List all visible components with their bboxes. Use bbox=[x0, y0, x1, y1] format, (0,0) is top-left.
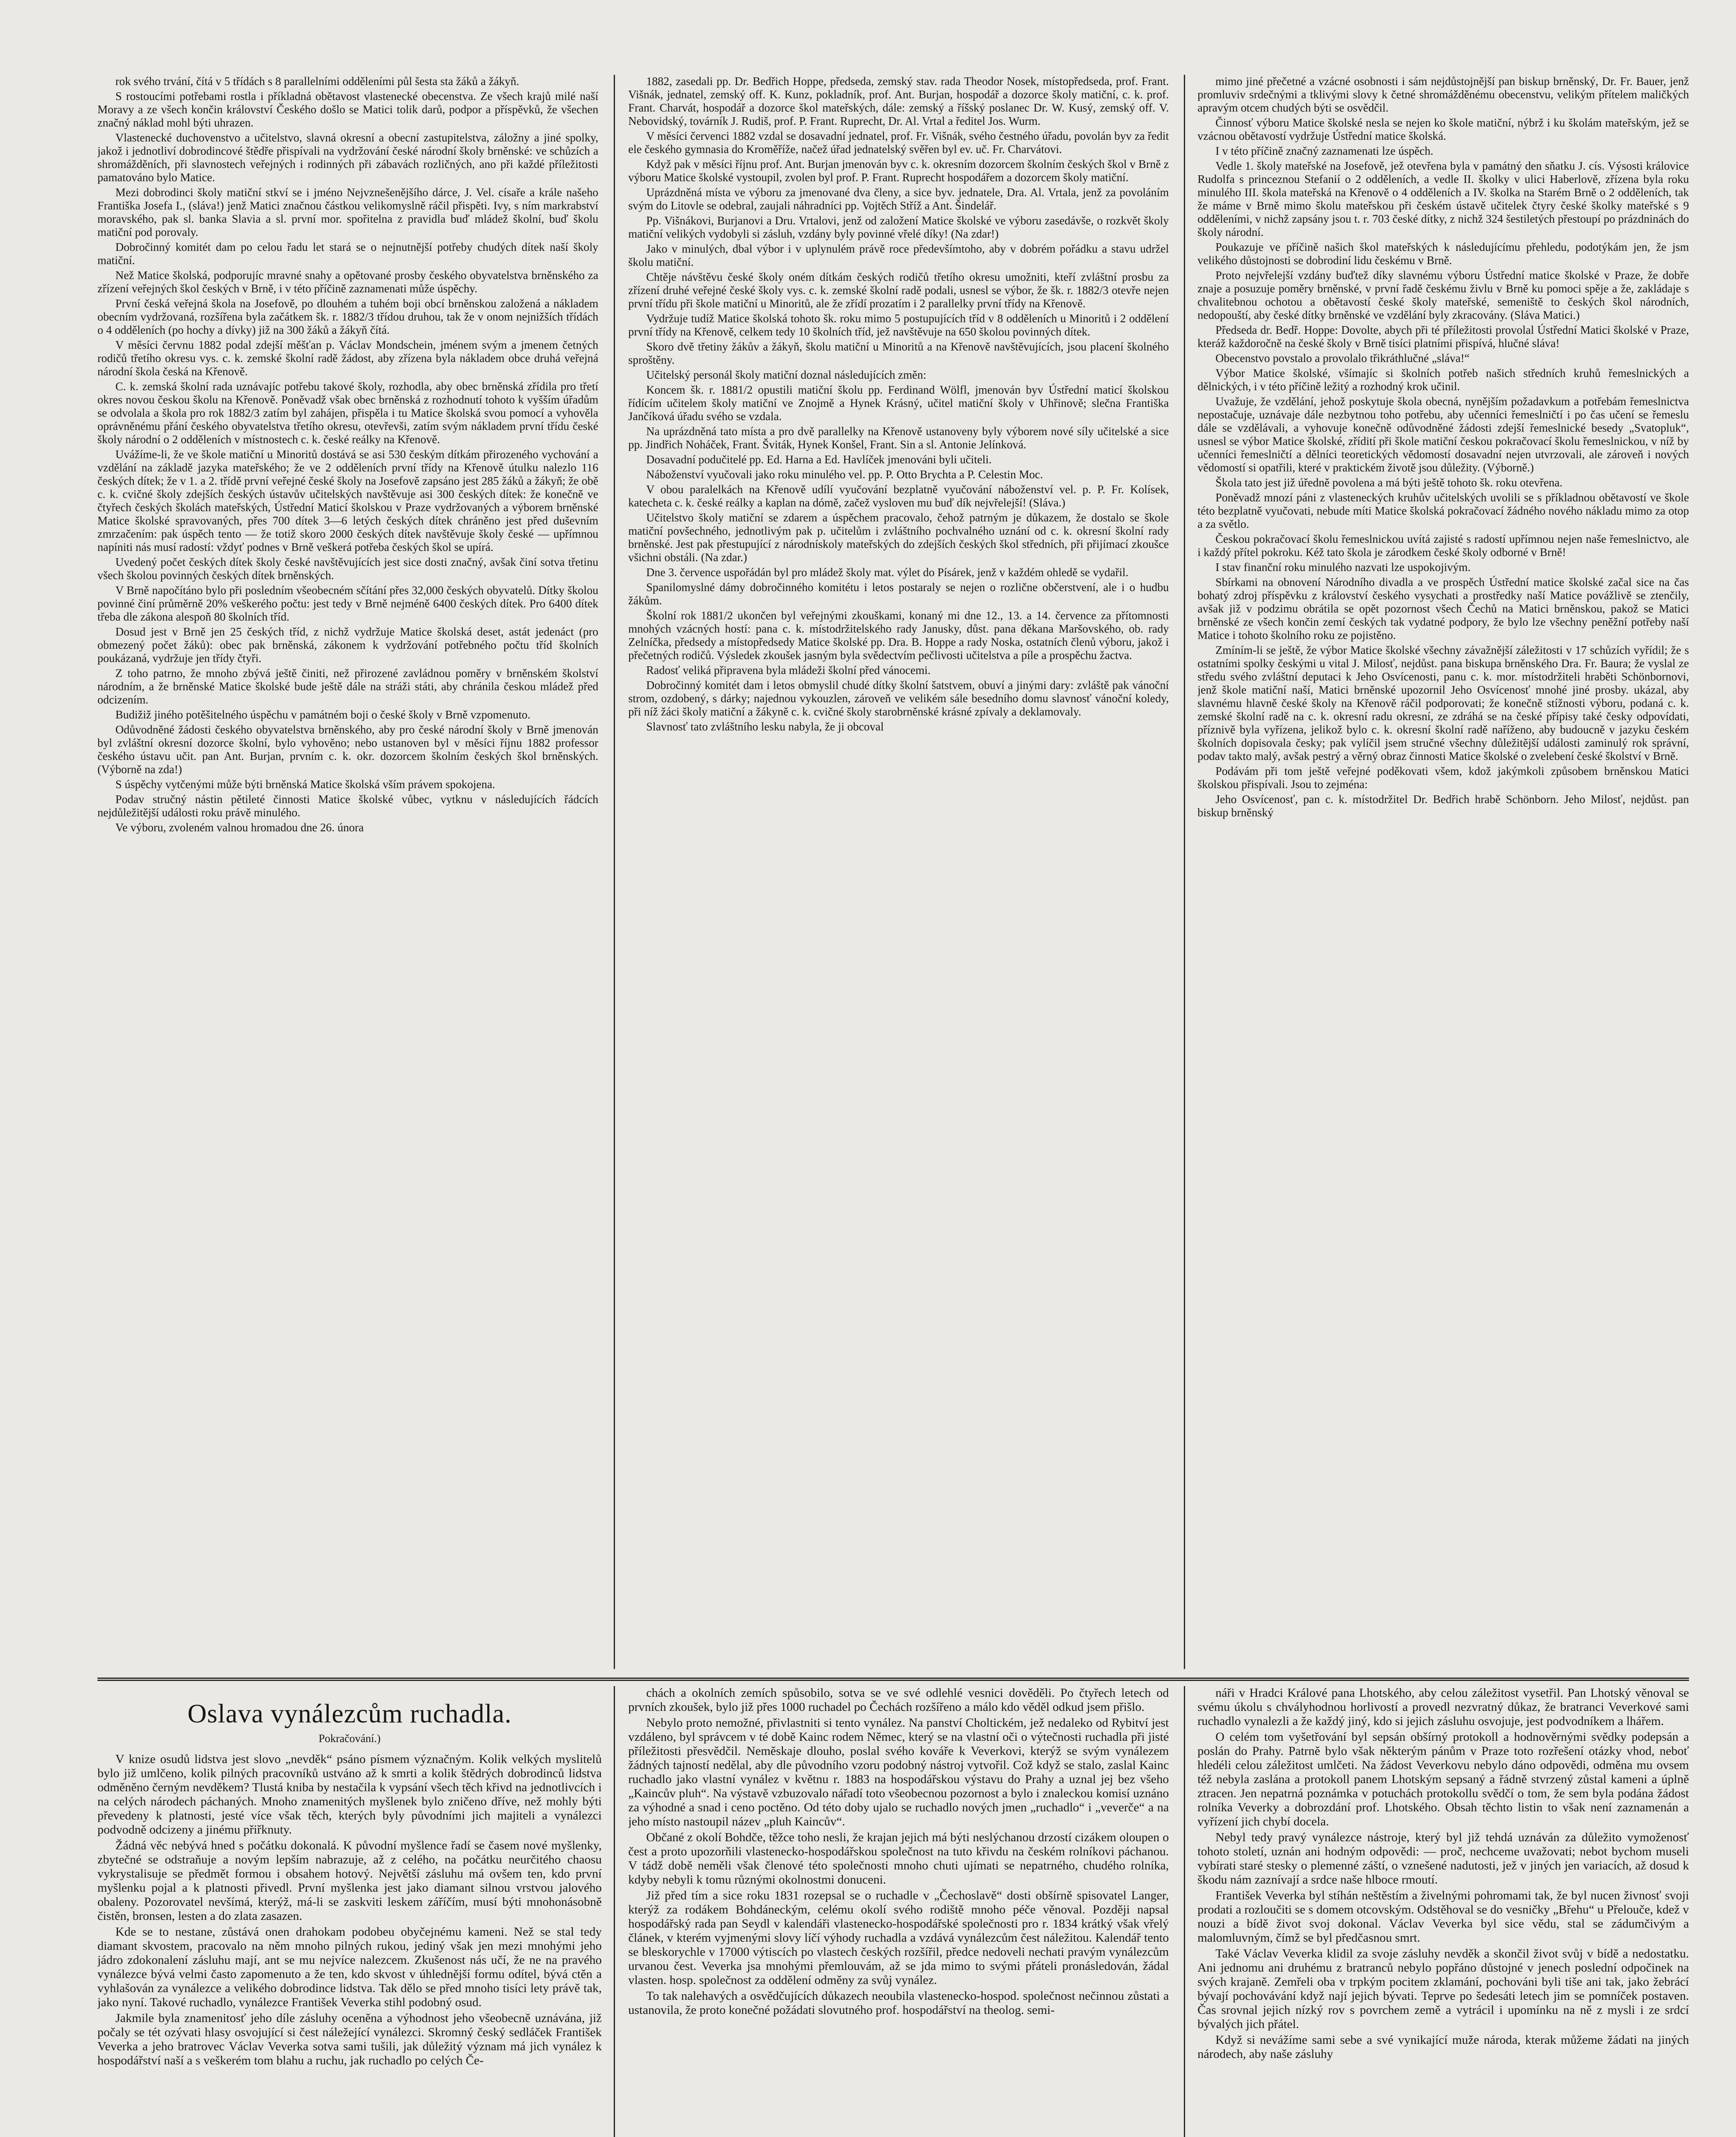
report-paragraph: Chtěje návštěvu české školy oném dítkám českých rodičů třetího okresu umožniti, kteří zvláštní prosbu za zřízení druhé veřejné české školy vys. c. k. zemské školní radě podali, usnesl se výbor, že šk. r. 1882/3 otevře nejen první třídu při škole matiční u Minoritů, ale že zřídí prozatím i 2 parallelky první třídy na Křenově. bbox=[628, 271, 1169, 310]
page-left-margin bbox=[0, 0, 56, 2137]
top-column-1 bbox=[97, 75, 598, 1665]
report-paragraph: Předseda dr. Bedř. Hoppe: Dovolte, abych při té příležitosti provolal Ústřední Matici školské v Praze, kteráž každoročně na české školy v Brně tisíci platními přispívá, hlučné sláva! bbox=[1198, 324, 1689, 350]
report-paragraph: C. k. zemská školní rada uznávajíc potřebu takové školy, rozhodla, aby obec brněnská zřídila pro třetí okres novou českou školu na Křenově. Poněvadž však obec brněnská z rozhodnutí tohoto k vyšším úřadům se odvolala a škola pro rok 1882/3 zatím byl zahájen, přispěla i tu Matice školská svou pomocí a vyhověla oprávněnému přání českého obyvatelstva třetího okresu, otevřevši, zatím svým nákladem první třídu české školy národní o 2 odděleních v místnostech c. k. české reálky na Křenově. bbox=[97, 380, 598, 446]
report-paragraph: Poněvadž mnozí páni z vlasteneckých kruhův učitelských uvolili se s příkladnou obětavostí ve škole této bezplatně vyučovati, nebude míti Matice školská pokračovací žádného nového nákladu mimo za otop a za světlo. bbox=[1198, 491, 1689, 530]
report-paragraph: Jeho Osvícenosť, pan c. k. místodržitel Dr. Bedřich hrabě Schönborn. Jeho Milosť, nejdůst. pan biskup brněnský bbox=[1198, 793, 1689, 819]
article-paragraph: František Veverka byl stíhán neštěstím a živelnými pohromami tak, že byl nucen živnosť svoji prodati a rozloučiti se s domem otcovským. Odstěhoval se do vesničky „Břehu“ u Přelouče, kdež v nouzi a bídě život svoj dokonal. Václav Veverka byl sice vědu, stal se zádumčivým a malomluvným, čímž se byl předčasnou smrt. bbox=[1198, 1889, 1689, 1945]
report-paragraph: Na uprázdněná tato místa a pro dvě parallelky na Křenově ustanoveny byly výborem nové síly učitelské a sice pp. Jindřich Noháček, Frant. Šviták, Hynek Konšel, Frant. Sin a sl. Antonie Jelínková. bbox=[628, 425, 1169, 451]
report-paragraph: Dosavadní podučitelé pp. Ed. Harna a Ed. Havlíček jmenováni byli učiteli. bbox=[646, 453, 992, 466]
report-paragraph: Školní rok 1881/2 ukončen byl veřejnými zkouškami, konaný mi dne 12., 13. a 14. července za přítomnosti mnohých vzácných hostí: pana c. k. místodržitelského rady Janusky, důst. pana děkana Maršovského, ob. rady Zelníčka, předsedy a místopředsedy Matice školské pp. Dra. B. Hoppe a rady Noska, ostatních členů výboru, jakož i přečetných rodičů. Výsledek zkoušek jasným byla svědectvím pečlivosti učitelstva a píle a prospěchu žactva. bbox=[628, 609, 1169, 662]
report-paragraph: Koncem šk. r. 1881/2 opustili matiční školu pp. Ferdinand Wölfl, jmenován byv Ústřední maticí školskou řídícím učitelem školy matiční ve Znojmě a Hynek Krásný, učitel matiční školy v Uhřinově; slečna Františka Jančíková úřadu svého se vzdala. bbox=[628, 383, 1169, 423]
report-paragraph: Ve výboru, zvoleném valnou hromadou dne 26. února bbox=[115, 821, 364, 834]
report-paragraph: Proto nejvřelejší vzdány buďtež díky slavnému výboru Ústřední matice školské v Praze, že dobře znaje a posuzuje poměry brněnské, v první řadě českému živlu v Brně ku pomoci spěje a že, zakládaje s chvalitebnou ochotou a obětavostí české školy mateřské, semeniště to českých škol národních, nedopouští, aby české dítky brněnské ve vzdělání byly zkracovány. (Sláva Matici.) bbox=[1198, 269, 1689, 321]
column-divider bbox=[614, 75, 615, 1669]
report-paragraph: rok svého trvání, čítá v 5 třídách s 8 parallelními odděleními půl šesta sta žáků a žákyň. bbox=[115, 75, 519, 88]
report-paragraph: Škola tato jest již úředně povolena a má býti ještě tohoto šk. roku otevřena. bbox=[1215, 476, 1563, 489]
report-paragraph: Mezi dobrodinci školy matiční stkví se i jméno Nejvznešenějšího dárce, J. Vel. císaře a krále našeho Františka Josefa I., (sláva!) jenž Matici značnou částkou velikomyslně ráčil přispěti. Ivy, s ním markrabství moravského, pak sl. banka Slavia a sl. první mor. spořitelna z pravidla buď mládež školní, buď školu matiční pod porovaly. bbox=[97, 186, 598, 238]
report-paragraph: Českou pokračovací školu řemeslnickou uvítá zajisté s radostí upřímnou nejen naše řemeslnictvo, ale i každý přítel pokroku. Kéž tato škola je zárodkem české školy odborné v Brně! bbox=[1198, 533, 1689, 559]
article-column-3 bbox=[1198, 1686, 1689, 2137]
report-paragraph: Vlastenecké duchovenstvo a učitelstvo, slavná okresní a obecní zastupitelstva, záložny a jiné spolky, jakož i jednotliví dobrodincové štědře přispívali na vydržování české národní školy brněnské: ve schůzích a shromážděních, při slavnostech veřejných i rodinných při zábavách rozličných, ano při každé příležitosti pamatováno bylo Matice. bbox=[97, 131, 598, 184]
report-paragraph: Poukazuje ve příčině našich škol mateřských k následujícímu přehledu, podotýkám jen, že jsm velikého důstojnosti se dobrodiní lidu českému v Brně. bbox=[1198, 241, 1689, 267]
column-divider bbox=[1184, 75, 1185, 1669]
article-paragraph: Občané z okolí Bohdče, těžce toho nesli, že krajan jejich má býti neslýchanou drzostí cizákem oloupen o čest a proto upozorňili vlastenecko-hospodářskou společnost na tuto křivdu na českém rolníkovi páchanou. V tádž době neměli však členové této společnosti mnoho chuti ujímati se nepatrného, chudého rolníka, kdyby nebyli k tomu různými okolnostmi donuceni. bbox=[628, 1831, 1169, 1887]
article-column-2 bbox=[628, 1686, 1169, 2137]
report-paragraph: Budižiž jiného potěšitelného úspěchu v památném boji o české školy v Brně vzpomenuto. bbox=[115, 708, 531, 721]
article-paragraph: Nebyl tedy pravý vynálezce nástroje, který byl již tehdá uznáván za důležito vymoženosť tohoto století, uznán ani hodným odpovědi: — proč, nechceme uvažovati; nebot bychom museli vybírati staré stesky o plemenné záští, o vznešené nadutosti, jež v jiných jen variacích, až dosud k škodu nám zaznívají a srdce naše hlboce rmoutí. bbox=[1198, 1831, 1689, 1887]
report-paragraph: 1882, zasedali pp. Dr. Bedřich Hoppe, předseda, zemský stav. rada Theodor Nosek, místopředseda, prof. Frant. Višnák, jednatel, zemský off. K. Kunz, pokladník, prof. Ant. Burjan, hospodář a dozorce školy matiční, c. k. prof. Frant. Charvát, hospodář a dozorce škol mateřských, dále: zemský a říšský poslanec Dr. W. Kusý, zemský off. V. Nebovidský, továrník J. Rudiš, prof. P. Frant. Ruprecht, Dr. Al. Vrtal a ředitel Jos. Wurm. bbox=[628, 75, 1169, 127]
report-paragraph: Dobročinný komitét dam i letos obmyslil chudé dítky školní šatstvem, obuví a jinými dary: zvláště pak vánoční strom, ozdobený, s dárky; najednou vykouzlen, zároveň ve velikém sále besedního domu slavnosť vánoční koledy, při níž žáci školy matiční a žákyně c. k. cvičné školy starobrněnské krásné zpívaly a deklamovaly. bbox=[628, 679, 1169, 718]
report-paragraph: S úspěchy vytčenými může býti brněnská Matice školská vším právem spokojena. bbox=[115, 778, 495, 791]
report-paragraph: I v této příčině značný zaznamenati lze úspěch. bbox=[1215, 144, 1433, 157]
report-paragraph: Radosť veliká připravena byla mládeži školní před vánocemi. bbox=[646, 664, 931, 677]
report-paragraph: Vydržuje tudíž Matice školská tohoto šk. roku mimo 5 postupujících tříd v 8 odděleních u Minoritů i 2 oddělení první třídy na Křenově, celkem tedy 10 školních tříd, jež navštěvuje na 650 školou povinných dítek. bbox=[628, 312, 1169, 338]
article-column-1 bbox=[97, 1686, 602, 2137]
report-paragraph: Obecenstvo povstalo a provolalo třikráthlučné „sláva!“ bbox=[1215, 352, 1470, 365]
article-paragraph: To tak nalehavých a osvědčujících důkazech neoubila vlastenecko-hospod. společnost nečinnou zůstati a ustanovila, že proto konečné požádati slovutného prof. hospodářství na theolog. semi- bbox=[628, 1989, 1169, 2017]
report-paragraph: I stav finanční roku minulého nazvati lze uspokojivým. bbox=[1215, 561, 1471, 574]
report-paragraph: V Brně napočítáno bylo při posledním všeobecném sčítání přes 32,000 českých obyvatelů. Dítky školou povinné činí průměrně 20% veškerého počtu: jest tedy v Brně nejméně 6400 českých dítek. Pro 6400 dítek třeba dle zákona alespoň 80 školních tříd. bbox=[97, 584, 598, 623]
article-title: Oslava vynálezcům ruchadla. bbox=[187, 1699, 512, 1728]
report-paragraph: První česká veřejná škola na Josefově, po dlouhém a tuhém boji obcí brněnskou založená a nákladem obecním vydržovaná, rozšířena byla začátkem šk. r. 1882/3 třídou druhou, tak že v onom nejnižších třídách o 4 odděleních (po hochy a dívky) již na 300 žáků a žákyň čítá. bbox=[97, 297, 598, 336]
report-paragraph: Uvažuje, že vzdělání, jehož poskytuje škola obecná, nynějším požadavkum a potřebám řemeslnictva nepostačuje, uznávaje dále nezbytnou toho potřebu, aby učenníci řemeslničtí i po čas učení se řemeslu dále se vzdělávali, a vyhovuje konečně odůvodněné žádosti zdejší řemeslnické besedy „Svatopluk“, usnesl se výbor Matice školské, zřídití při škole matiční českou pokračovací školu řemeslnickou, v níž by učenníci řemeslničtí a dělníci teoretických vědomostí dosavadní nejen utvrzovali, ale zároveň i nových vědomostí si opatřili, které v praktickém životě jsou důležity. (Výborně.) bbox=[1198, 395, 1689, 474]
report-paragraph: Uprázdněná místa ve výboru za jmenované dva členy, a sice byv. jednatele, Dra. Al. Vrtala, jenž za povoláním svým do Litovle se odebral, zaujali náhradníci pp. Vojtěch Stříž a Ant. Šindelář. bbox=[628, 186, 1169, 212]
report-paragraph: Dne 3. července uspořádán byl pro mládež školy mat. výlet do Písárek, jenž v každém ohledě se vydařil. bbox=[646, 566, 1129, 579]
article-paragraph: O celém tom vyšetřování byl sepsán obšírný protokoll a hodnověrnými svědky podepsán a poslán do Prahy. Patrně bylo však některým pánům v Praze toto rozřešení otázky vhod, neboť hledéli celou záležitost umlčeti. Na žádost Veverkovu nebylo dáno odpovědi, odměna mu ovsem též nebyla zaslána a protokoll panem Lhotským sepsaný a řádně stvrzený zůstal kameni a úplně ztracen. Jen nepatrná poznámka v potuchách protokollu svědčí o tom, že sem byla podána žádost rolníka Veverky a dobrozdání prof. Lhotského. Obsah těchto listin to však není zaznamenán a vyřízení jich chybí docela. bbox=[1198, 1730, 1689, 1828]
report-paragraph: Jako v minulých, dbal výbor i v uplynulém právě roce předevšímtoho, aby v dobrém pořádku a stavu udržel školu matiční. bbox=[628, 242, 1169, 268]
report-paragraph: Zmíním-li se ještě, že výbor Matice školské všechny závažnější záležitosti v 17 schůzích vyřídil; že s ostatními spolky českými u vital J. Milosť, nejdůst. pana biskupa brněnského Dra. Fr. Baura; že vyslal ze středu svého zvláštní deputaci k Jeho Osvícenosti, panu c. k. mor. místodržiteli hraběti Schönbornovi, jenž škole matiční naší, Matici brněnské upozornil Jeho Osvícenosť mnohé jiné prosby. ukázal, aby slavnému hlavně české školy na Křenově ráčil podporovati; že konečně stížnosti výboru, podaná c. k. zemské školní radě na c. k. okresní radu okresní, ze zdráhá se na české přípisy také česky odpovídati, příznivě byla vyřízena, jelikož bylo c. k. okresní školní radě naříženo, aby budoucně v jazyku českém školních dopisovala česky; pak vylíčil jsem stručné všechny důležitější události zaminulý rok správní, podav takto malý, avšak pestrý a věrný obraz činnosti Matice školské o zvelebení české školství v Brně. bbox=[1198, 644, 1689, 762]
report-paragraph: Dobročinný komitét dam po celou řadu let stará se o nejnutnější potřeby chudých dítek naší školy matiční. bbox=[97, 241, 598, 267]
article-paragraph: Když si nevážíme sami sebe a své vynikající muže národa, kterak můžeme žádati na jiných národech, aby naše zásluhy bbox=[1198, 2033, 1689, 2061]
report-paragraph: Vedle 1. školy mateřské na Josefově, jež otevřena byla v památný den sňatku J. cís. Výsosti královice Rudolfa s princeznou Stefanií o 2 odděleních, a vedle II. školky v ulici Haberlově, zřízena byla roku minulého III. škola mateřská na Křenově o 4 odděleních a IV. školka na Starém Brně o 2 odděleních, tak že máme v Brně mimo školu mateřskou při českém ústavě učitelek čtyry české školky mateřské s 9 odděleními, v nichž zapsány jsou t. r. 703 české dítky, z nichž 324 šestiletých přestoupí po prázdninách do školy národní. bbox=[1198, 159, 1689, 238]
report-paragraph: Než Matice školská, podporujíc mravné snahy a opětované prosby českého obyvatelstva brněnského za zřízení veřejných škol českých v Brně, i v této příčině zaznamenati může úspěchy. bbox=[97, 269, 598, 295]
top-column-3 bbox=[1198, 75, 1689, 1665]
report-paragraph: Náboženství vyučovali jako roku minulého vel. pp. P. Otto Brychta a P. Celestin Moc. bbox=[646, 468, 1043, 481]
report-paragraph: Podávám při tom ještě veřejné poděkovati všem, kdož jakýmkoli způsobem brněnskou Matici školskou přispívali. Jsou to zejména: bbox=[1198, 765, 1689, 791]
report-paragraph: Činnosť výboru Matice školské nesla se nejen ko škole matiční, nýbrž i ku školám mateřským, jež se vzácnou obětavostí vydržuje Ústřední matice školská. bbox=[1198, 116, 1689, 142]
report-paragraph: Slavnosť tato zvláštního lesku nabyla, že ji obcoval bbox=[646, 720, 884, 733]
report-paragraph: mimo jiné přečetné a vzácné osobnosti i sám nejdůstojnější pan biskup brněnský, Dr. Fr. Bauer, jenž promluviv srdečnými a tklivými slovy k četné shromážděnému obecenstvu, velikým přítelem maličkých apravým otcem chudých býti se osvědčil. bbox=[1198, 75, 1689, 114]
article-paragraph: Žádná věc nebývá hned s počátku dokonalá. K původní myšlence řadí se časem nové myšlenky, zbytečné se odstraňuje a novým lepším nabrazuje, až z celého, na počátku neurčitého chaosu vykrystalisuje se předmět formou i obsahem hotový. Největší zásluhu má ovšem ten, kdo první myšlenku pojal a k platnosti přivedl. První myšlenka jest jako diamant silnou vrstvou jalového obaleny. Pozorovatel nevšímá, kterýž, má-li se zaskviti leskem záříčím, musí býti mnohonásobně čistěn, bronsen, lesten a do zlata zasazen. bbox=[97, 1839, 602, 1923]
article-subtitle: Pokračování.) bbox=[318, 1732, 381, 1745]
report-paragraph: Dosud jest v Brně jen 25 českých tříd, z nichž vydržuje Matice školská deset, astát jedenáct (pro obmezený počet žáků): obec pak brněnská, zákonem k vydržování potřebného počtu tříd školních poukázaná, vydržuje jen třídy čtyři. bbox=[97, 625, 598, 665]
article-paragraph: Již před tím a sice roku 1831 rozepsal se o ruchadle v „Čechoslavě“ dosti obšírně spisovatel Langer, kterýž za rodákem Bohdáneckým, celému okolí svého rodiště mnoho péče věnoval. Později napsal hospodářský rada pan Seydl v kalendáři vlastenecko-hospodářské společnosti pro r. 1834 krátký však vřelý článek, v kterém vyjmenými slovy líčí výhody ruchadla a vzdává vynálezcům čest náležitou. Kalendář tento se bleskorychle v 17000 výtiscích po vlastech českých rozšířil, předce nedoveli nechati pravým vynálezcům urvanou čest. Veverka jsa mnohými přemlouvám, až se jda mimo to svými přáteli pronásledován, žádal vlasten. hosp. společnost za oddělení odměny za svůj vynález. bbox=[628, 1889, 1169, 1987]
report-paragraph: V měsíci červnu 1882 podal zdejší měšťan p. Václav Mondschein, jménem svým a jmenem četných rodičů třetího okresu vys. c. k. zemské školní radě žádost, aby zřízena byla nákladem obce druhá veřejná národní škola česká na Křenově. bbox=[97, 339, 598, 378]
article-paragraph: Kde se to nestane, zůstává onen drahokam podobeu obyčejnému kameni. Než se stal tedy diamant skvostem, pracovalo na něm mnoho pilných rukou, jediný však jen mezi mnohými jeho jádro zdokonalení zásluhu mají, ant se mu nejvíce nalezcem. Zkušenost nás učí, že ne na pravého vynálezce bývá velmi často zapomenuto a že ten, kdo skvost v úhlednější formu odítel, bývá ctěn a vyhlašován za vynálezce a velikého dobrodince lidstva. Tak dělo se před mnoho tisíci lety právě tak, jako nyní. Takové ruchadlo, vynálezce František Veverka stihl podobný osud. bbox=[97, 1925, 602, 2009]
report-paragraph: Odůvodněné žádosti českého obyvatelstva brněnského, aby pro české národní školy v Brně jmenován byl zvláštní okresní dozorce školní, bylo vyhověno; nebo ustanoven byl v měsíci říjnu 1882 professor českého ústavu učit. pan Ant. Burjan, prvním c. k. okr. dozorcem školním českých škol brněnských. (Výborně na zda!) bbox=[97, 723, 598, 776]
report-paragraph: Podav stručný nástin pětileté činnosti Matice školské vůbec, vytknu v následujících řádcích nejdůležitější události roku právě minulého. bbox=[97, 793, 598, 819]
report-paragraph: Učitelský personál školy matiční doznal následujících změn: bbox=[646, 368, 927, 381]
article-paragraph: Jakmile byla znamenitosť jeho díle zásluhy oceněna a výhodnost jeho všeobecně uznávána, již počaly se tét ozývati hlasy osvojující si čest náležející vynálezci. Skromný český sedláček František Veverka a jeho bratrovec Václav Veverka sotva sami tušili, jak důležitý význam má jich vynález k hospodářství naší a s veškerém tom blahu a ruchu, jak ruchadlo po celých Če- bbox=[97, 2011, 602, 2067]
column-divider bbox=[614, 1686, 615, 2137]
report-paragraph: Uvážíme-li, že ve škole matiční u Minoritů dostává se asi 530 českým dítkám přirozeného vychování a vzdělání na základě jazyka mateřského; že ve 2 odděleních první třídy na Křenově útulku nalezlo 116 českých dítek; že v 1. a 2. třídě první veřejné české školy na Josefově zapsáno jest 285 žáků a žákyň; že obě c. k. cvičné školy zdejších českých ústavův učitelských navštěvuje asi 300 českých dítek: že konečně ve čtyřech českých školách mateřských, Ústřední Maticí školskou v Praze vydržovaných a výborem brněnské Matice školské spravovaných, přes 700 dítek 3—6 letých českých dítek chráněno jest před duševním zmrzačením: pak úspěch tento — že totiž skoro 2000 českých dítek navštěvuje školy české — upřímnou napíniti nás musí radostí: vždyť podnes v Brně veškerá potřeba českých škol se upírá. bbox=[97, 448, 598, 553]
report-paragraph: Spanilomyslné dámy dobročinného komitétu i letos postaraly se nejen o rozlične občerstvení, ale i o hudbu žákům. bbox=[628, 581, 1169, 607]
article-paragraph: Také Václav Veverka klidil za svoje zásluhy nevděk a skončil život svůj v bídě a nedostatku. Ani jednomu ani druhému z bratranců nebylo popřáno důstojné v jenech poslední odpočinek na svých krajaně. Zemřeli oba v trpkým pocitem zklamání, pochováni byli tiše ani tak, jako žebrácí bývají pochovávání když nají jejich bývati. Teprve po šedesáti letech jim se pomníček postaven. Čas srovnal jejich nízký rov s povrchem země a vytrácil i upomínku na ně z mysli i ze srdcí bývalých jich přátel. bbox=[1198, 1947, 1689, 2031]
report-paragraph: Uvedený počet českých dítek školy české navštěvujících jest sice dosti značný, avšak činí sotva třetinu všech školou povinných českých dítek brněnských. bbox=[97, 556, 598, 582]
article-paragraph: chách a okolních zemích spůsobilo, sotva se ve své odlehlé vesnici dověděli. Po čtyřech letech od prvních zkoušek, bylo již přes 1000 ruchadel po Čechách rozšířeno a málo kdo věděl odkud jsem přišlo. bbox=[628, 1686, 1169, 1714]
top-column-2 bbox=[628, 75, 1169, 1665]
column-divider bbox=[1184, 1686, 1185, 2137]
report-paragraph: Výbor Matice školské, všímajíc si školních potřeb našich středních kruhů řemeslnických a dělnických, i v této příčině ležitý a rozhodný krok učinil. bbox=[1198, 367, 1689, 393]
article-paragraph: V knize osudů lidstva jest slovo „nevděk“ psáno písmem význačným. Kolik velkých myslitelů bylo již umlčeno, kolik pilných pracovníků ustváno až k smrti a kolik štědrých dobrodinců lidstva odměněno černým nevděkem? Tlustá kniba by nestačila k vypsání všech těch křivd na jednotlivcích i na celých národech páchaných. Mnoho znamenitých myšlenek bylo zničeno dříve, než mohly býti převedeny k platnosti, jesté více však těch, kterých byly původními jich majiteli a vynálezci podvodně odcizeny a jinému přiřknuty. bbox=[97, 1752, 602, 1837]
report-paragraph: Učitelstvo školy matiční se zdarem a úspěchem pracovalo, čehož patrným je důkazem, že dostalo se škole matiční povšechného, jednotlivým pak p. učitelům i zvláštního pochvalného uznání od c. k. okresní školní rady brněnské. Jest pak přestupující z národnískoly mateřských do zdejších českých škol středních, při přijímací zkoušce všichni obstáli. (Na zdar.) bbox=[628, 511, 1169, 564]
report-paragraph: Z toho patrno, že mnoho zbývá ještě činiti, než přirozené zavládnou poměry v brněnském školství národním, a že brněnské Matice školské bude ještě dále na stráži státi, aby chránila českou mládež před odcizením. bbox=[97, 667, 598, 706]
section-separator bbox=[97, 1678, 1689, 1681]
report-paragraph: Když pak v měsíci říjnu prof. Ant. Burjan jmenován byv c. k. okresním dozorcem školním českých škol v Brně z výboru Matice školské vystoupil, zvolen byl prof. P. Frant. Ruprecht hospodářem a dozorcem školy matiční. bbox=[628, 158, 1169, 184]
report-paragraph: Pp. Višnákovi, Burjanovi a Dru. Vrtalovi, jenž od založení Matice školské ve výboru zasedávše, o rozkvět školy matiční velikých vydobyli si zásluh, vzdány byly povinné vřelé díky! (Na zdar!) bbox=[628, 214, 1169, 240]
article-paragraph: náři v Hradci Králové pana Lhotského, aby celou záležitost vysetřil. Pan Lhotský věnoval se svému úkolu s chvályhodnou horlivostí a provedl nezvratný důkaz, že bratranci Veverkové sami ruchadlo vynalezli a že každý jiný, kdo si jejich zásluhu osvojuje, jest podvodníkem a lhářem. bbox=[1198, 1686, 1689, 1728]
report-paragraph: Sbírkami na obnovení Národního divadla a ve prospěch Ústřední matice školské začal sice na čas bohatý zdroj příspěvku z království českého vysychati a prostředky naší Matice povážlivě se ztenčily, avšak již v podzimu obrátila se opět pozornost všech Čechů na Matici brněnskou, pakož se Matici brněnské ze všech končin zemí českých tak vydatné podpory, že bylo lze všechny peněžní potřeby naší Matice i tohoto školního roku ze pojistěno. bbox=[1198, 576, 1689, 642]
report-paragraph: S rostoucími potřebami rostla i příkladná obětavost vlastenecké obecenstva. Ze všech krajů milé naší Moravy a ze všech končin království Českého došlo se Matici tolik darů, podpor a příspěvků, že všechen značný náklad mohl býti uhrazen. bbox=[97, 90, 598, 129]
report-paragraph: V obou paralelkách na Křenově udílí vyučování bezplatně vyučování náboženství vel. p. P. Fr. Kolísek, katecheta c. k. české reálky a kaplan na dómě, začež vysloven mu buď dík nejvřelejší! (Sláva.) bbox=[628, 483, 1169, 509]
report-paragraph: Skoro dvě třetiny žákův a žákyň, školu matiční u Minoritů a na Křenově navštěvujících, jsou placení školného sproštěny. bbox=[628, 340, 1169, 366]
report-paragraph: V měsíci červenci 1882 vzdal se dosavadní jednatel, prof. Fr. Višnák, svého čestného úřadu, povolán byv za ředit ele českého gymnasia do Kroměříže, načež úřad jednatelský svěřen byl ev. uč. Fr. Charvátovi. bbox=[628, 130, 1169, 156]
article-paragraph: Nebylo proto nemožné, přivlastniti si tento vynález. Na panství Choltickém, jež nedaleko od Rybitví jest vzdáleno, byl správcem v té době Kainc rodem Němec, který se na vlastní oči o výtečnosti ruchadla při jisté příležitosti přesvědčil. Neměskaje dlouho, poslal svého kováře k Veverkovi, kterýž se svým vynálezem žádných tajností nedělal, aby dle původního vzoru podobný nástroj vytvořil. Což když se stalo, zaslal Kainc ruchadlo jako vlastní vynález v květnu r. 1883 na hospodářskou výstavu do Prahy a uznal jej bez všeho „Kaincův pluh“. Na výstavě vzbuzovalo nářadí toto všeobecnou pozornost a bylo i znaleckou komisí uznáno za výhodné a snad i ceno poctěno. Od této doby ujalo se ruchadlo nových jmen „ruchadlo“ i „veverče“ a na jeho místo nastoupil název „pluh Kaincův“. bbox=[628, 1716, 1169, 1828]
